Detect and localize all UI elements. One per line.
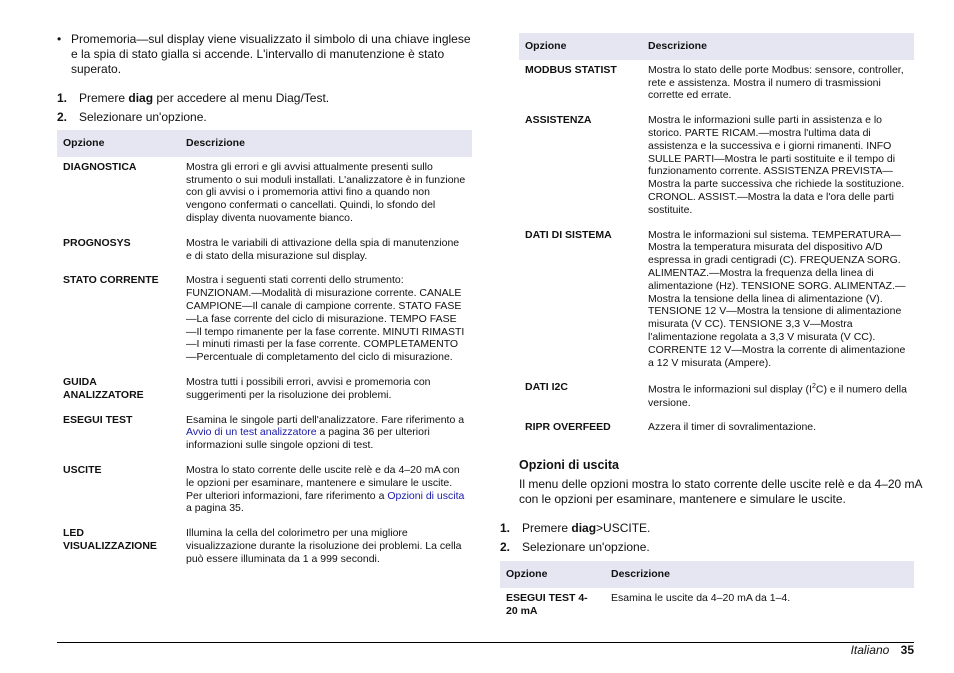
description-cell: Mostra lo stato delle porte Modbus: sensore, controller, rete e assistenza. Mostra il numero di trasmissioni corrette ed errate.: [648, 63, 904, 102]
procedure-steps: [57, 91, 472, 125]
option-cell: DIAGNOSTICA: [63, 160, 137, 173]
table-row: [519, 225, 914, 378]
option-cell: GUIDA ANALIZZATORE: [63, 375, 144, 401]
table-row: [500, 588, 914, 626]
description-text: a pagina 36 per ulteriori informazioni sulle singole opzioni di test.: [186, 426, 430, 452]
option-cell: LED VISUALIZZAZIONE: [63, 527, 157, 552]
table-row: [519, 417, 914, 442]
table-row: [57, 410, 472, 460]
table-row: [519, 377, 914, 417]
description-text: C) e il numero della versione.: [648, 383, 907, 409]
column-header-option: Opzione: [500, 561, 605, 588]
description-cell: Mostra gli errori e gli avvisi attualmente presenti sullo strumento o sui moduli installati. L'analizzatore è in funzione con gli avvisi o i promemoria attivi fino a quando non vengono confermati o cancellati. Quindi, lo sfondo del display diventa nuovamente bianco.: [186, 160, 466, 224]
table-row: [519, 60, 914, 110]
table-header-row: [57, 130, 472, 157]
page-footer: [851, 643, 914, 657]
footer-language: Italiano: [850, 643, 890, 657]
step-1: [57, 91, 472, 106]
option-cell: MODBUS STATIST: [525, 63, 617, 76]
description-text: Mostra lo stato corrente delle uscite relè e da 4–20 mA con le opzioni per esaminare, mantenere e simulare le uscite. Per ulteriori informazioni, fare riferimento a: [186, 463, 460, 502]
description-text: Esamina le singole parti dell'analizzatore. Fare riferimento a: [186, 413, 465, 426]
test-analyzer-link[interactable]: Avvio di un test analizzatore: [186, 426, 317, 439]
step-number: 2.: [57, 110, 68, 124]
column-header-option: Opzione: [57, 130, 180, 157]
option-cell: RIPR OVERFEED: [525, 421, 611, 434]
step-number: 1.: [57, 91, 68, 105]
left-column: [57, 32, 472, 574]
step-keyword: diag: [571, 521, 597, 536]
table-row: [57, 460, 472, 523]
step-keyword: diag: [128, 91, 154, 105]
step-text: Premere: [79, 91, 129, 105]
description-text: Mostra le informazioni sul display (I: [648, 383, 812, 396]
option-cell: ASSISTENZA: [525, 114, 592, 127]
step-text: Selezionare un'opzione.: [79, 110, 207, 124]
column-header-description: Descrizione: [605, 561, 914, 588]
table-header-row: [519, 33, 914, 60]
step-number: 1.: [500, 521, 511, 536]
description-cell: Mostra le informazioni sulle parti in assistenza e lo storico. PARTE RICAM.—mostra l'ultima data di assistenza e la successiva e i giorni rimanenti. INFO SULLE PARTI—Mostra le parti sostituite e il tempo di funzionamento corrente. ASSISTENZA PREVISTA—Mostra la parte successiva che richiede la sostituzione. CRONOL. ASSIST.—Mostra la data e l'ora delle parti sostituite.: [648, 114, 905, 216]
section-paragraph: Il menu delle opzioni mostra lo stato corrente delle uscite relè e da 4–20 mA con le opzioni per esaminare, mantenere e simulare le uscite.: [519, 477, 922, 507]
diag-options-table-continued: [519, 33, 914, 442]
column-header-description: Descrizione: [180, 130, 472, 157]
description-cell: Mostra tutti i possibili errori, avvisi e promemoria con suggerimenti per la risoluzione dei problemi.: [186, 375, 431, 401]
step-1: [500, 521, 914, 536]
procedure-steps: [500, 521, 914, 555]
diag-options-table: [57, 130, 472, 574]
description-cell: [180, 410, 472, 460]
table-row: [519, 110, 914, 224]
option-cell: ESEGUI TEST: [63, 413, 133, 426]
description-cell: Illumina la cella del colorimetro per una migliore visualizzazione durante la risoluzione dei problemi. La cella può essere illuminata da 1 a 999 secondi.: [186, 527, 462, 565]
description-cell: [642, 377, 914, 417]
column-header-description: Descrizione: [642, 33, 914, 60]
table-row: [57, 233, 472, 271]
page-number: 35: [900, 643, 914, 657]
description-cell: Mostra le variabili di attivazione della spia di manutenzione e di stato della misurazione sul display.: [186, 236, 460, 262]
description-cell: Esamina le uscite da 4–20 mA da 1–4.: [611, 592, 791, 605]
option-cell: USCITE: [63, 463, 102, 476]
step-text: >USCITE.: [596, 521, 651, 536]
table-row: [57, 270, 472, 372]
option-cell: DATI I2C: [525, 381, 568, 394]
step-2: [500, 540, 914, 555]
description-cell: Azzera il timer di sovralimentazione.: [648, 421, 817, 434]
right-column: [500, 33, 922, 626]
description-cell: [180, 460, 472, 523]
superscript: 2: [811, 383, 816, 391]
option-cell: DATI DI SISTEMA: [525, 228, 612, 241]
option-cell: STATO CORRENTE: [63, 274, 159, 287]
option-cell: ESEGUI TEST 4-20 mA: [506, 592, 588, 617]
description-cell: Mostra i seguenti stati correnti dello strumento: FUNZIONAM.—Modalità di misurazione corrente. CANALE CAMPIONE—Il canale di campione corrente. STATO FASE—La fase corrente del ciclo di misurazione. TEMPO FASE—Il tempo rimanente per la fase corrente. MINUTI RIMASTI—I minuti rimasti per la fase corrente. COMPLETAMENTO—Percentuale di completamento del ciclo di misurazione.: [186, 274, 465, 364]
description-cell: Mostra le informazioni sul sistema. TEMPERATURA—Mostra la temperatura misurata del dispositivo A/D espressa in gradi centigradi (C). FREQUENZA SORG. ALIMENTAZ.—Mostra la frequenza della linea di alimentazione (Hz). TENSIONE SORG. ALIMENTAZ.—Mostra la tensione della linea di alimentazione (V). TENSIONE 12 V—Mostra la tensione di alimentazione misurata (V CC). TENSIONE 3,3 V—Mostra l'alimentazione regolata a 3,3 V misurata (V CC). CORRENTE 12 V—Mostra la corrente di alimentazione a 12 V misurata (Ampere).: [648, 228, 906, 369]
table-header-row: [500, 561, 914, 588]
step-text: per accedere al menu Diag/Test.: [153, 91, 330, 105]
table-row: [57, 372, 472, 410]
output-options-table: [500, 561, 914, 625]
column-header-option: Opzione: [519, 33, 642, 60]
step-text: Premere: [522, 521, 572, 536]
output-options-section: [519, 458, 922, 507]
footer-rule: [57, 642, 914, 643]
step-text: Selezionare un'opzione.: [522, 540, 650, 555]
step-number: 2.: [500, 540, 511, 555]
step-2: [57, 110, 472, 125]
description-text: a pagina 35.: [186, 502, 244, 515]
output-options-link[interactable]: Opzioni di uscita: [387, 489, 465, 502]
section-title: Opzioni di uscita: [519, 458, 620, 473]
table-row: [57, 523, 472, 573]
option-cell: PROGNOSYS: [63, 236, 131, 249]
reminder-bullet: • Promemoria—sul display viene visualizzato il simbolo di una chiave inglese e la spia di stato gialla si accende. L'intervallo di manutenzione è stato superato.: [57, 32, 472, 77]
table-row: [57, 157, 472, 233]
